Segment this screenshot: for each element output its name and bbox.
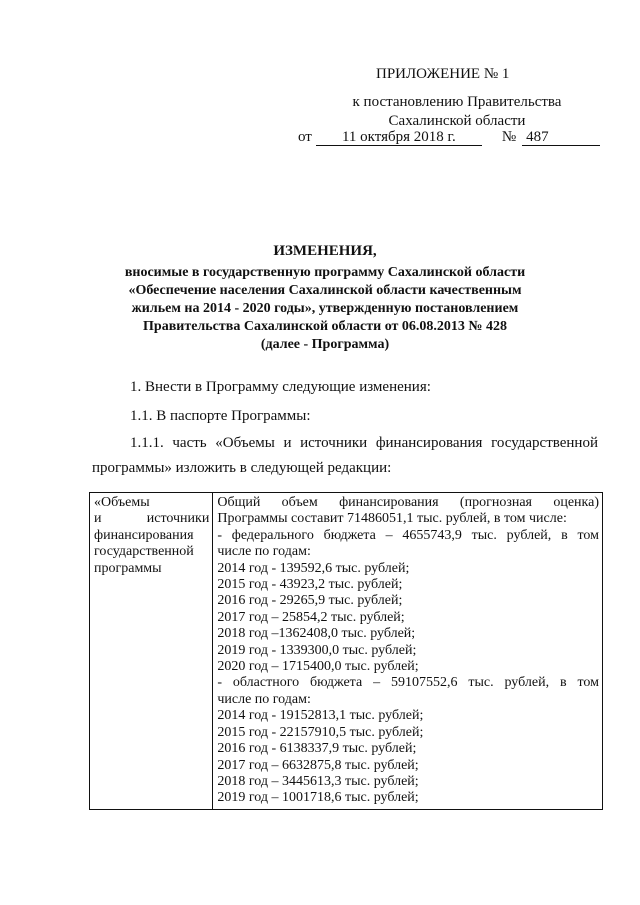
regional-year-item: 2018 год – 3445613,3 тыс. рублей;: [217, 773, 419, 789]
paragraph-1: 1. Внести в Программу следующие изменения:: [130, 379, 431, 395]
federal-year-item: 2019 год - 1339300,0 тыс. рублей;: [217, 642, 417, 658]
financing-content-cell: [213, 493, 603, 810]
financing-label-cell: [90, 493, 213, 810]
date-prefix: от: [298, 129, 312, 145]
subtitle-line-1: вносимые в государственную программу Сахалинской области: [124, 265, 526, 280]
document-heading: ИЗМЕНЕНИЯ,: [273, 243, 377, 259]
table-row: [90, 493, 603, 810]
regional-year-item: 2017 год – 6632875,8 тыс. рублей;: [217, 757, 419, 773]
regional-year-item: 2014 год - 19152813,1 тыс. рублей;: [217, 708, 424, 724]
label-line: финансирования: [94, 527, 194, 543]
regional-year-item: 2016 год - 6138337,9 тыс. рублей;: [217, 741, 417, 757]
resolution-line-2: Сахалинской области: [388, 113, 526, 129]
subtitle-line-3: жильем на 2014 - 2020 годы», утвержденную постановлением: [131, 301, 519, 316]
federal-year-item: 2015 год - 43923,2 тыс. рублей;: [217, 577, 403, 593]
number-prefix: №: [501, 129, 517, 145]
intro-line: Общий объем финансирования (прогнозная оценка): [217, 495, 599, 510]
federal-year-item: 2018 год –1362408,0 тыс. рублей;: [217, 626, 416, 642]
resolution-date: 11 октября 2018 г.: [316, 129, 482, 146]
label-line: программы: [94, 560, 162, 576]
paragraph-1-1: 1.1. В паспорте Программы:: [130, 408, 311, 424]
federal-year-item: 2014 год - 139592,6 тыс. рублей;: [217, 560, 410, 576]
federal-year-item: 2017 год – 25854,2 тыс. рублей;: [217, 609, 405, 625]
paragraph-1-1-1-cont: программы» изложить в следующей редакции:: [92, 460, 392, 476]
regional-year-item: 2015 год - 22157910,5 тыс. рублей;: [217, 724, 424, 740]
regional-year-item: 2019 год – 1001718,6 тыс. рублей;: [217, 790, 419, 806]
label-line: «Объемы: [94, 495, 150, 510]
federal-year-item: 2016 год - 29265,9 тыс. рублей;: [217, 593, 403, 609]
resolution-reference: [337, 93, 577, 131]
label-line: государственной: [94, 544, 194, 560]
resolution-number: 487: [522, 129, 600, 146]
label-line: и источники: [94, 511, 210, 527]
regional-budget-line: - областного бюджета – 59107552,6 тыс. рублей, в том: [217, 675, 599, 691]
intro-line: Программы составит 71486051,1 тыс. рублей, в том числе:: [217, 511, 567, 527]
paragraph-1-1-1: 1.1.1. часть «Объемы и источники финансирования государственной: [130, 435, 598, 451]
subtitle-line-2: «Обеспечение населения Сахалинской области качественным: [128, 283, 522, 298]
document-subtitle: [100, 264, 550, 354]
subtitle-line-4: Правительства Сахалинской области от 06.08.2013 № 428: [143, 319, 507, 334]
regional-budget-line: числе по годам:: [217, 691, 311, 707]
appendix-label: ПРИЛОЖЕНИЕ № 1: [376, 66, 510, 82]
federal-budget-line: числе по годам:: [217, 544, 311, 560]
subtitle-line-5: (далее - Программа): [260, 337, 390, 352]
financing-table: [89, 492, 603, 810]
resolution-line-1: к постановлению Правительства: [352, 94, 562, 110]
resolution-date-line: [298, 129, 600, 146]
federal-budget-line: - федерального бюджета – 4655743,9 тыс. рублей, в том: [217, 527, 599, 543]
federal-year-item: 2020 год – 1715400,0 тыс. рублей;: [217, 659, 419, 675]
